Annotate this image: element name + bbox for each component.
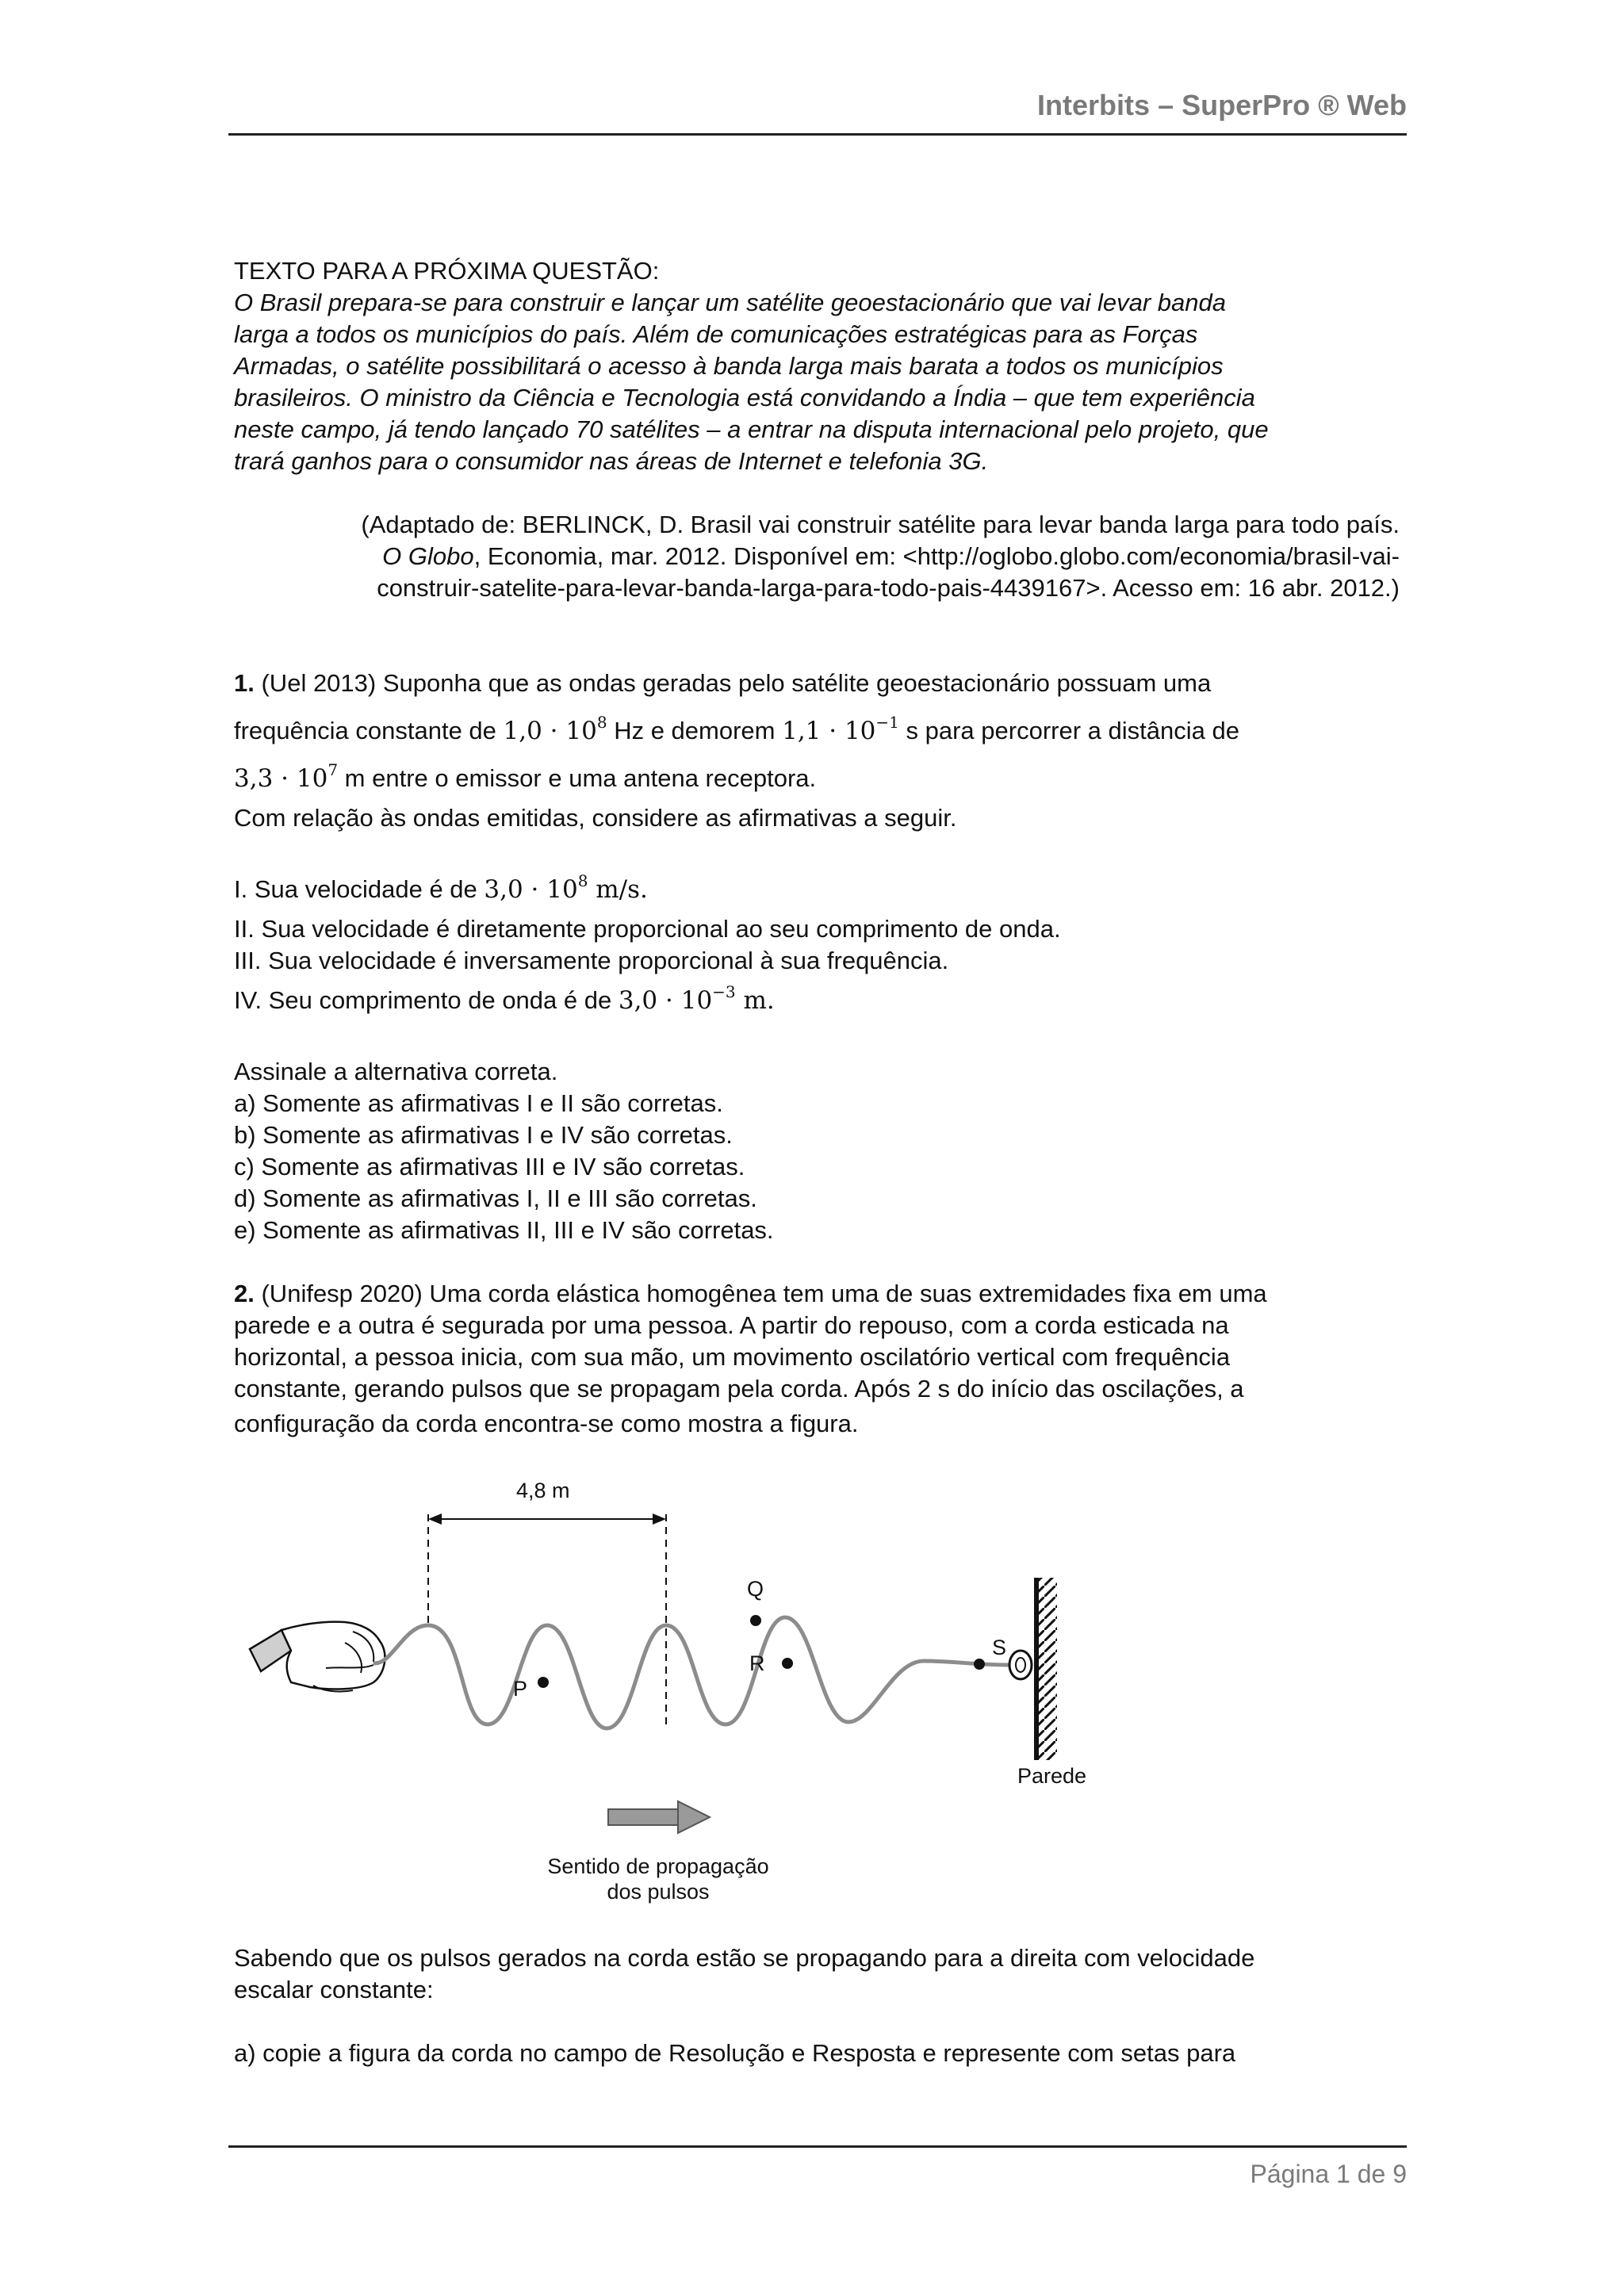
intro-line: brasileiros. O ministro da Ciência e Tecnologia está convidando a Índia – que tem experiência <box>234 384 1255 411</box>
question-1 <box>234 660 1400 1246</box>
distance-value: $3,3 \cdot 10^7$ <box>234 760 339 793</box>
q2-line: parede e a outra é segurada por uma pessoa. A partir do repouso, com a corda esticada na <box>234 1311 1229 1339</box>
q2-after-line: escalar constante: <box>234 1976 434 2003</box>
hand-icon <box>250 1622 385 1692</box>
source-line: construir-satelite-para-levar-banda-larga-para-todo-pais-4439167>. Acesso em: 16 abr. 2012.) <box>377 574 1400 602</box>
q2-line: configuração da corda encontra-se como mostra a figura. <box>234 1410 859 1437</box>
source-text: , Economia, mar. 2012. Disponível em: <http://oglobo.globo.com/economia/brasil-vai- <box>473 542 1400 570</box>
q1-line <box>234 755 1400 802</box>
q2-line: horizontal, a pessoa inicia, com sua mão, um movimento oscilatório vertical com frequência <box>234 1343 1231 1371</box>
source-line <box>234 541 1400 572</box>
q1-text: s para percorrer a distância de <box>898 717 1239 744</box>
wall <box>1036 1578 1057 1760</box>
statement-3: III. Sua velocidade é inversamente proporcional à sua frequência. <box>234 947 949 974</box>
frequency-value: $1,0 \cdot 10^8$ <box>503 713 607 745</box>
q1-line: 1. (Uel 2013) Suponha que as ondas geradas pelo satélite geoestacionário possuam uma <box>234 669 1212 697</box>
direction-caption-line: dos pulsos <box>607 1880 710 1904</box>
label-p: P <box>513 1677 528 1701</box>
q1-text: Hz e demorem <box>607 717 783 744</box>
q2-line: 2. (Unifesp 2020) Uma corda elástica homogênea tem uma de suas extremidades fixa em uma <box>234 1280 1267 1307</box>
statement-4: IV. Seu comprimento de onda é de $3,0 \cdot 10^{-3}$ m. <box>234 982 775 1015</box>
wave-figure <box>234 1475 1154 1919</box>
point-p <box>538 1677 549 1688</box>
q2-after-line: Sabendo que os pulsos gerados na corda estão se propagando para a direita com velocidade <box>234 1944 1255 1972</box>
wave-string <box>375 1617 1009 1728</box>
q1-line <box>234 707 1400 755</box>
source-journal: O Globo <box>382 542 474 570</box>
direction-caption-line: Sentido de propagação <box>547 1854 769 1878</box>
wall-hook <box>1009 1651 1032 1679</box>
q1-prompt: Assinale a alternativa correta. <box>234 1058 558 1085</box>
direction-caption <box>543 1854 773 1904</box>
intro-line: Armadas, o satélite possibilitará o acesso à banda larga mais barata a todos os municípios <box>234 352 1224 380</box>
intro-line: trará ganhos para o consumidor nas áreas de Internet e telefonia 3G. <box>234 447 989 475</box>
wavelength-value: $3,0 \cdot 10^{-3}$ m. <box>618 982 775 1015</box>
q1-text: frequência constante de <box>234 717 504 744</box>
question-number: 2 <box>234 1280 248 1307</box>
option-a: a) Somente as afirmativas I e II são corretas. <box>234 1089 723 1117</box>
source-line: (Adaptado de: BERLINCK, D. Brasil vai construir satélite para levar banda larga para todo país. <box>361 511 1400 538</box>
page-footer: Página 1 de 9 <box>1250 2160 1407 2188</box>
point-r <box>782 1658 793 1669</box>
label-q: Q <box>747 1577 764 1601</box>
intro-line: larga a todos os municípios do país. Além de comunicações estratégicas para as Forças <box>234 320 1198 348</box>
wall-label: Parede <box>1017 1764 1087 1788</box>
intro-text <box>234 287 1400 477</box>
q1-text: m entre o emissor e uma antena receptora. <box>338 764 817 792</box>
question-number: 1 <box>234 669 248 697</box>
page-header: Interbits – SuperPro ® Web <box>1037 89 1407 121</box>
wave-diagram <box>234 1475 1154 1919</box>
direction-arrow <box>608 1801 710 1833</box>
label-r: R <box>749 1651 765 1675</box>
intro-line: O Brasil prepara-se para construir e lançar um satélite geoestacionário que vai levar banda <box>234 289 1227 316</box>
label-s: S <box>992 1636 1007 1659</box>
option-d: d) Somente as afirmativas I, II e III são corretas. <box>234 1184 757 1212</box>
footer-divider <box>228 2145 1407 2148</box>
statement-1: I. Sua velocidade é de $3,0 \cdot 10^8$ m/s. <box>234 871 648 904</box>
q2-text: (Unifesp 2020) Uma corda elástica homogênea tem uma de suas extremidades fixa em uma <box>254 1280 1267 1307</box>
q1-line: Com relação às ondas emitidas, considere as afirmativas a seguir. <box>234 804 957 832</box>
page-content <box>234 255 1400 2069</box>
header-divider <box>228 133 1407 136</box>
q1-text: (Uel 2013) Suponha que as ondas geradas pelo satélite geoestacionário possuam uma <box>254 669 1212 697</box>
source-citation <box>234 509 1400 604</box>
q2-line: constante, gerando pulsos que se propagam pela corda. Após 2 s do início das oscilações, a <box>234 1375 1244 1402</box>
point-s <box>974 1659 985 1670</box>
option-c: c) Somente as afirmativas III e IV são corretas. <box>234 1153 745 1181</box>
velocity-value: $3,0 \cdot 10^8$ m/s. <box>484 871 648 904</box>
q2-item-a: a) copie a figura da corda no campo de Resolução e Resposta e represente com setas para <box>234 2039 1236 2067</box>
intro-line: neste campo, já tendo lançado 70 satélites – a entrar na disputa internacional pelo projeto, que <box>234 415 1269 443</box>
time-value: $1,1 \cdot 10^{-1}$ <box>782 713 899 745</box>
intro-heading: TEXTO PARA A PRÓXIMA QUESTÃO: <box>234 257 660 285</box>
option-b: b) Somente as afirmativas I e IV são corretas. <box>234 1121 733 1149</box>
distance-label: 4,8 m <box>516 1479 570 1502</box>
option-e: e) Somente as afirmativas II, III e IV são corretas. <box>234 1216 774 1244</box>
question-2 <box>234 1278 1400 2069</box>
statement-2: II. Sua velocidade é diretamente proporcional ao seu comprimento de onda. <box>234 915 1061 943</box>
point-q <box>750 1615 761 1626</box>
